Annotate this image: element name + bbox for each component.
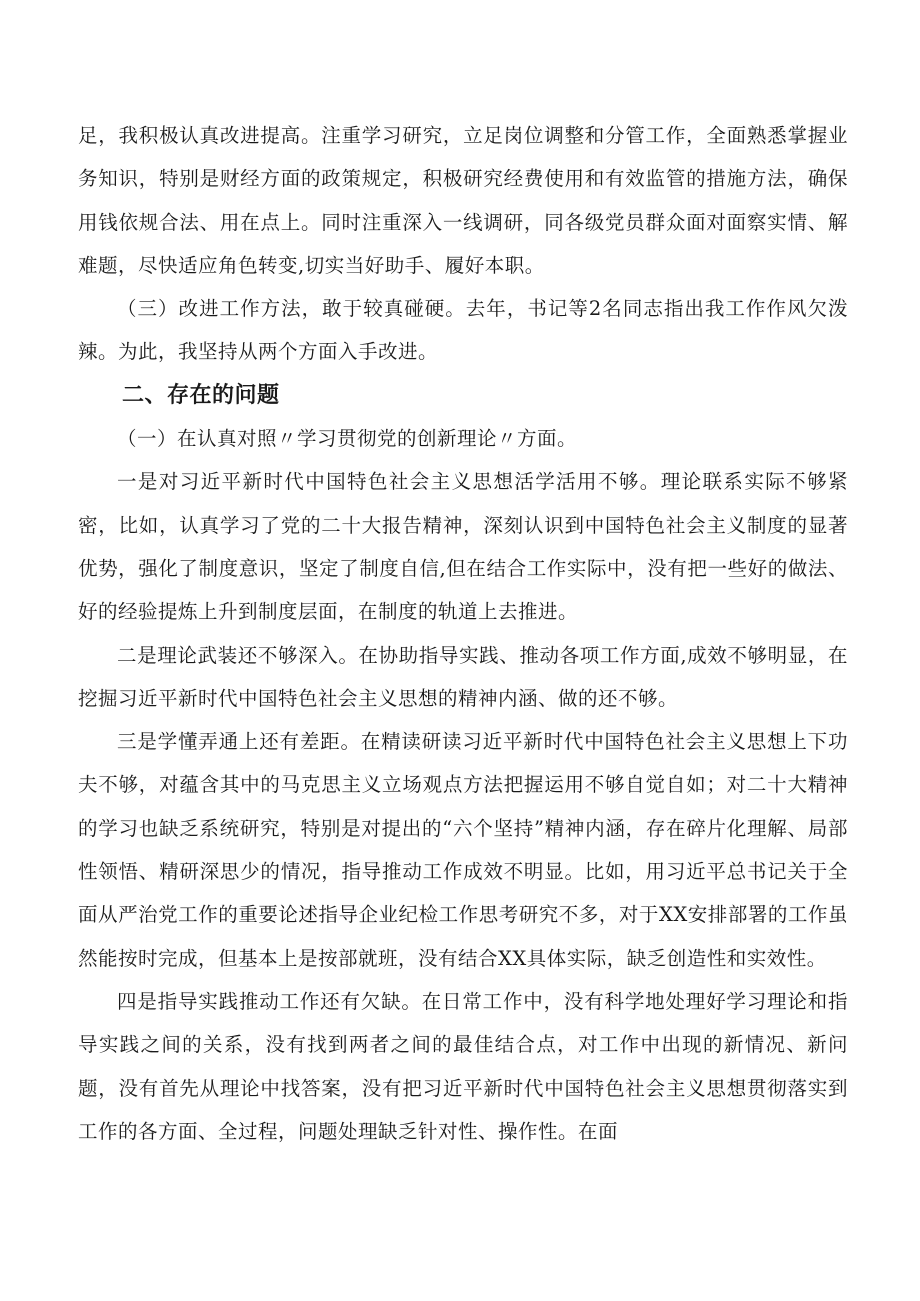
paragraph-work-method: （三）改进工作方法，敢于较真碰硬。去年，书记等2名同志指出我工作作风欠泼辣。为此，我坚持从两个方面入手改进。: [78, 297, 848, 364]
paragraph-point-four: 四是指导实践推动工作还有欠缺。在日常工作中，没有科学地处理好学习理论和指导实践之间的关系，没有找到两者之间的最佳结合点，对工作中出现的新情况、新问题，没有首先从理论中找答案，没有把习近平新时代中国特色社会主义思想贯彻落实到工作的各方面、全过程，问题处理缺乏针对性、操作性。在面: [78, 989, 848, 1143]
document-body: [78, 114, 848, 1153]
paragraph-subheading-theory: （一）在认真对照〃学习贯彻党的创新理论〃方面。: [117, 427, 578, 451]
paragraph-point-one: 一是对习近平新时代中国特色社会主义思想活学活用不够。理论联系实际不够紧密，比如，认真学习了党的二十大报告精神，深刻认识到中国特色社会主义制度的显著优势，强化了制度意识，坚定了制度自信,但在结合工作实际中，没有把一些好的做法、好的经验提炼上升到制度层面，在制度的轨道上去推进。: [78, 470, 848, 624]
paragraph-continuation: 足，我积极认真改进提高。注重学习研究，立足岗位调整和分管工作，全面熟悉掌握业务知识，特别是财经方面的政策规定，积极研究经费使用和有效监管的措施方法，确保用钱依规合法、用在点上。同时注重深入一线调研，同各级党员群众面对面察实情、解难题，尽快适应角色转变,切实当好助手、履好本职。: [78, 124, 848, 277]
paragraph-point-three: 三是学懂弄通上还有差距。在精读研读习近平新时代中国特色社会主义思想上下功夫不够，对蕴含其中的马克思主义立场观点方法把握运用不够自觉自如；对二十大精神的学习也缺乏系统研究，特别是对提出的“六个坚持”精神内涵，存在碎片化理解、局部性领悟、精研深思少的情况，指导推动工作成效不明显。比如，用习近平总书记关于全面从严治党工作的重要论述指导企业纪检工作思考研究不多，对于XX安排部署的工作虽然能按时完成，但基本上是按部就班，没有结合XX具体实际，缺乏创造性和实效性。: [78, 730, 848, 970]
paragraph-point-two: 二是理论武装还不够深入。在协助指导实践、推动各项工作方面,成效不够明显，在挖掘习近平新时代中国特色社会主义思想的精神内涵、做的还不够。: [78, 643, 848, 710]
section-heading-problems: 二、存在的问题: [122, 382, 280, 408]
